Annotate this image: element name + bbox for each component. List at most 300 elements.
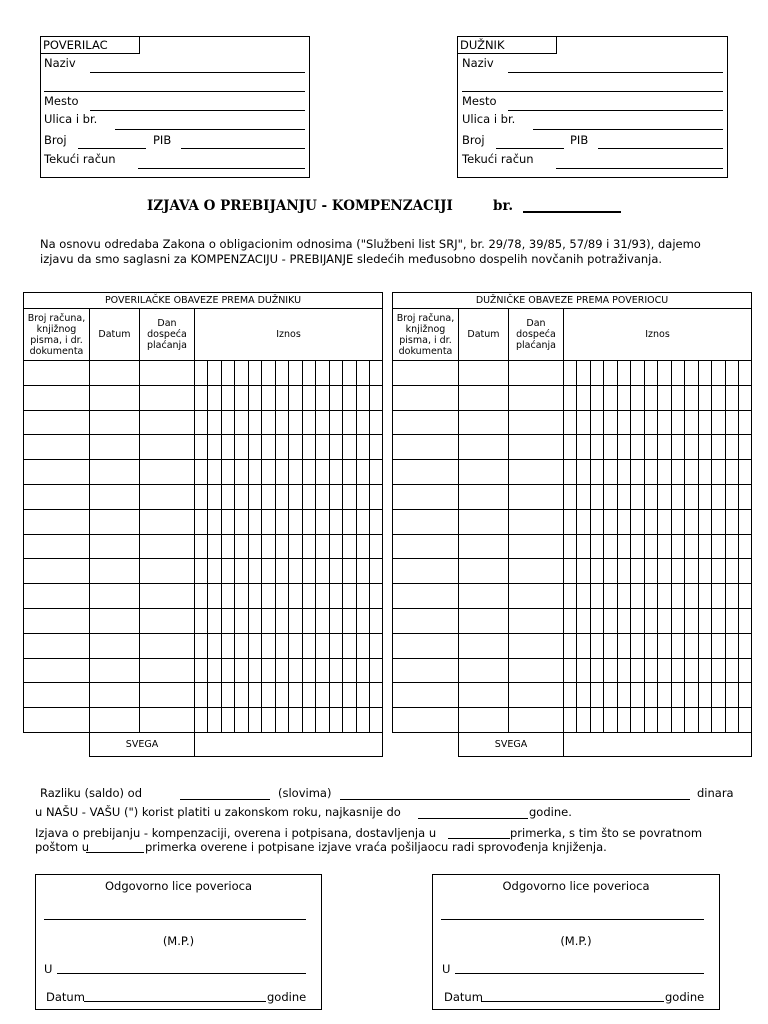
- amount-digit-cell[interactable]: [699, 633, 712, 658]
- amount-digit-cell[interactable]: [316, 559, 330, 584]
- amount-digit-cell[interactable]: [262, 683, 276, 708]
- creditor-broj-field[interactable]: [78, 148, 146, 149]
- doc-cell[interactable]: [393, 435, 459, 460]
- creditor-naziv-field[interactable]: [90, 72, 305, 73]
- amount-digit-cell[interactable]: [712, 608, 726, 633]
- amount-digit-cell[interactable]: [195, 460, 208, 485]
- amount-digit-cell[interactable]: [726, 584, 739, 609]
- amount-digit-cell[interactable]: [645, 683, 658, 708]
- amount-digit-cell[interactable]: [235, 584, 249, 609]
- amount-digit-cell[interactable]: [645, 410, 658, 435]
- amount-digit-cell[interactable]: [618, 509, 631, 534]
- amount-digit-cell[interactable]: [343, 559, 357, 584]
- amount-digit-cell[interactable]: [276, 460, 289, 485]
- doc-cell[interactable]: [393, 658, 459, 683]
- due-cell[interactable]: [509, 484, 564, 509]
- amount-digit-cell[interactable]: [726, 361, 739, 386]
- amount-digit-cell[interactable]: [195, 658, 208, 683]
- amount-digit-cell[interactable]: [739, 361, 752, 386]
- amount-digit-cell[interactable]: [685, 484, 699, 509]
- amount-digit-cell[interactable]: [577, 435, 591, 460]
- amount-digit-cell[interactable]: [370, 460, 383, 485]
- amount-digit-cell[interactable]: [591, 633, 604, 658]
- amount-digit-cell[interactable]: [631, 534, 645, 559]
- amount-digit-cell[interactable]: [604, 534, 618, 559]
- date-cell[interactable]: [90, 435, 140, 460]
- amount-digit-cell[interactable]: [289, 385, 303, 410]
- amount-digit-cell[interactable]: [222, 435, 235, 460]
- amount-digit-cell[interactable]: [249, 484, 262, 509]
- amount-digit-cell[interactable]: [370, 633, 383, 658]
- date-cell[interactable]: [90, 633, 140, 658]
- amount-digit-cell[interactable]: [343, 608, 357, 633]
- amount-digit-cell[interactable]: [699, 385, 712, 410]
- amount-digit-cell[interactable]: [604, 435, 618, 460]
- amount-digit-cell[interactable]: [343, 460, 357, 485]
- amount-digit-cell[interactable]: [726, 708, 739, 733]
- amount-digit-cell[interactable]: [303, 385, 316, 410]
- amount-digit-cell[interactable]: [249, 509, 262, 534]
- amount-digit-cell[interactable]: [658, 410, 672, 435]
- amount-digit-cell[interactable]: [645, 608, 658, 633]
- amount-digit-cell[interactable]: [726, 435, 739, 460]
- amount-digit-cell[interactable]: [564, 410, 577, 435]
- amount-digit-cell[interactable]: [591, 683, 604, 708]
- amount-digit-cell[interactable]: [739, 608, 752, 633]
- amount-digit-cell[interactable]: [330, 460, 343, 485]
- doc-cell[interactable]: [24, 708, 90, 733]
- amount-digit-cell[interactable]: [330, 534, 343, 559]
- amount-digit-cell[interactable]: [316, 534, 330, 559]
- amount-digit-cell[interactable]: [357, 484, 370, 509]
- amount-digit-cell[interactable]: [370, 435, 383, 460]
- debtor-pib-field[interactable]: [598, 148, 723, 149]
- amount-digit-cell[interactable]: [343, 584, 357, 609]
- due-cell[interactable]: [509, 509, 564, 534]
- amount-digit-cell[interactable]: [672, 361, 685, 386]
- amount-digit-cell[interactable]: [645, 559, 658, 584]
- amount-digit-cell[interactable]: [645, 658, 658, 683]
- doc-cell[interactable]: [393, 509, 459, 534]
- amount-digit-cell[interactable]: [564, 534, 577, 559]
- amount-digit-cell[interactable]: [289, 559, 303, 584]
- amount-digit-cell[interactable]: [726, 608, 739, 633]
- due-cell[interactable]: [140, 435, 195, 460]
- doc-cell[interactable]: [24, 385, 90, 410]
- due-cell[interactable]: [509, 534, 564, 559]
- amount-digit-cell[interactable]: [739, 658, 752, 683]
- amount-digit-cell[interactable]: [208, 435, 222, 460]
- amount-digit-cell[interactable]: [591, 608, 604, 633]
- amount-digit-cell[interactable]: [577, 509, 591, 534]
- doc-cell[interactable]: [24, 361, 90, 386]
- date-cell[interactable]: [459, 608, 509, 633]
- amount-digit-cell[interactable]: [208, 385, 222, 410]
- amount-digit-cell[interactable]: [631, 509, 645, 534]
- amount-digit-cell[interactable]: [343, 683, 357, 708]
- amount-digit-cell[interactable]: [289, 410, 303, 435]
- amount-digit-cell[interactable]: [685, 708, 699, 733]
- amount-digit-cell[interactable]: [343, 361, 357, 386]
- amount-digit-cell[interactable]: [316, 633, 330, 658]
- date-cell[interactable]: [90, 708, 140, 733]
- date-field[interactable]: [481, 1001, 664, 1002]
- amount-digit-cell[interactable]: [726, 410, 739, 435]
- amount-digit-cell[interactable]: [330, 484, 343, 509]
- amount-digit-cell[interactable]: [577, 559, 591, 584]
- amount-digit-cell[interactable]: [276, 509, 289, 534]
- amount-digit-cell[interactable]: [222, 658, 235, 683]
- date-cell[interactable]: [90, 385, 140, 410]
- amount-digit-cell[interactable]: [685, 385, 699, 410]
- rok-field[interactable]: [418, 818, 528, 819]
- amount-digit-cell[interactable]: [289, 683, 303, 708]
- amount-digit-cell[interactable]: [303, 509, 316, 534]
- amount-digit-cell[interactable]: [685, 460, 699, 485]
- amount-digit-cell[interactable]: [343, 410, 357, 435]
- amount-digit-cell[interactable]: [262, 460, 276, 485]
- amount-digit-cell[interactable]: [195, 534, 208, 559]
- debtor-racun-field[interactable]: [556, 168, 723, 169]
- doc-cell[interactable]: [393, 410, 459, 435]
- amount-digit-cell[interactable]: [195, 683, 208, 708]
- amount-digit-cell[interactable]: [726, 385, 739, 410]
- amount-digit-cell[interactable]: [357, 410, 370, 435]
- amount-digit-cell[interactable]: [316, 683, 330, 708]
- amount-digit-cell[interactable]: [289, 708, 303, 733]
- date-cell[interactable]: [459, 385, 509, 410]
- amount-digit-cell[interactable]: [316, 608, 330, 633]
- amount-digit-cell[interactable]: [658, 658, 672, 683]
- amount-digit-cell[interactable]: [564, 484, 577, 509]
- amount-digit-cell[interactable]: [235, 559, 249, 584]
- amount-digit-cell[interactable]: [672, 708, 685, 733]
- amount-digit-cell[interactable]: [262, 584, 276, 609]
- amount-digit-cell[interactable]: [303, 410, 316, 435]
- amount-digit-cell[interactable]: [699, 509, 712, 534]
- amount-digit-cell[interactable]: [604, 559, 618, 584]
- amount-digit-cell[interactable]: [564, 708, 577, 733]
- date-cell[interactable]: [459, 435, 509, 460]
- amount-digit-cell[interactable]: [631, 410, 645, 435]
- amount-digit-cell[interactable]: [645, 509, 658, 534]
- amount-digit-cell[interactable]: [645, 361, 658, 386]
- amount-digit-cell[interactable]: [658, 361, 672, 386]
- signature-line[interactable]: [441, 919, 704, 920]
- amount-digit-cell[interactable]: [303, 435, 316, 460]
- due-cell[interactable]: [509, 460, 564, 485]
- amount-digit-cell[interactable]: [739, 509, 752, 534]
- doc-cell[interactable]: [24, 410, 90, 435]
- date-cell[interactable]: [459, 460, 509, 485]
- amount-digit-cell[interactable]: [289, 633, 303, 658]
- amount-digit-cell[interactable]: [235, 484, 249, 509]
- doc-cell[interactable]: [393, 559, 459, 584]
- amount-digit-cell[interactable]: [685, 683, 699, 708]
- amount-digit-cell[interactable]: [658, 385, 672, 410]
- amount-digit-cell[interactable]: [195, 361, 208, 386]
- date-cell[interactable]: [90, 683, 140, 708]
- creditor-naziv-field-2[interactable]: [44, 91, 305, 92]
- amount-digit-cell[interactable]: [564, 509, 577, 534]
- due-cell[interactable]: [509, 658, 564, 683]
- amount-digit-cell[interactable]: [685, 410, 699, 435]
- debtor-mesto-field[interactable]: [508, 110, 723, 111]
- due-cell[interactable]: [140, 410, 195, 435]
- amount-digit-cell[interactable]: [357, 361, 370, 386]
- amount-digit-cell[interactable]: [303, 584, 316, 609]
- amount-digit-cell[interactable]: [316, 484, 330, 509]
- primerka-field-1[interactable]: [448, 838, 510, 839]
- amount-digit-cell[interactable]: [604, 385, 618, 410]
- amount-digit-cell[interactable]: [699, 410, 712, 435]
- amount-digit-cell[interactable]: [618, 633, 631, 658]
- amount-digit-cell[interactable]: [208, 584, 222, 609]
- amount-digit-cell[interactable]: [262, 559, 276, 584]
- amount-digit-cell[interactable]: [645, 385, 658, 410]
- amount-digit-cell[interactable]: [208, 559, 222, 584]
- amount-digit-cell[interactable]: [249, 608, 262, 633]
- doc-cell[interactable]: [393, 608, 459, 633]
- amount-digit-cell[interactable]: [208, 361, 222, 386]
- amount-digit-cell[interactable]: [357, 683, 370, 708]
- amount-digit-cell[interactable]: [195, 708, 208, 733]
- primerka-field-2[interactable]: [86, 852, 144, 853]
- amount-digit-cell[interactable]: [208, 608, 222, 633]
- amount-digit-cell[interactable]: [672, 435, 685, 460]
- amount-digit-cell[interactable]: [685, 435, 699, 460]
- amount-digit-cell[interactable]: [618, 608, 631, 633]
- document-number-field[interactable]: [523, 211, 621, 213]
- amount-digit-cell[interactable]: [672, 584, 685, 609]
- amount-digit-cell[interactable]: [604, 410, 618, 435]
- amount-digit-cell[interactable]: [357, 534, 370, 559]
- amount-digit-cell[interactable]: [739, 385, 752, 410]
- amount-digit-cell[interactable]: [316, 584, 330, 609]
- due-cell[interactable]: [140, 584, 195, 609]
- amount-digit-cell[interactable]: [726, 460, 739, 485]
- amount-digit-cell[interactable]: [289, 534, 303, 559]
- amount-digit-cell[interactable]: [618, 658, 631, 683]
- amount-digit-cell[interactable]: [208, 708, 222, 733]
- date-cell[interactable]: [459, 683, 509, 708]
- amount-digit-cell[interactable]: [685, 608, 699, 633]
- amount-digit-cell[interactable]: [699, 559, 712, 584]
- amount-digit-cell[interactable]: [330, 633, 343, 658]
- due-cell[interactable]: [509, 708, 564, 733]
- amount-digit-cell[interactable]: [303, 361, 316, 386]
- amount-digit-cell[interactable]: [330, 683, 343, 708]
- amount-digit-cell[interactable]: [604, 460, 618, 485]
- amount-digit-cell[interactable]: [195, 385, 208, 410]
- amount-digit-cell[interactable]: [712, 683, 726, 708]
- doc-cell[interactable]: [24, 460, 90, 485]
- amount-digit-cell[interactable]: [604, 361, 618, 386]
- due-cell[interactable]: [509, 683, 564, 708]
- amount-digit-cell[interactable]: [289, 435, 303, 460]
- amount-digit-cell[interactable]: [208, 683, 222, 708]
- amount-digit-cell[interactable]: [357, 658, 370, 683]
- amount-digit-cell[interactable]: [235, 410, 249, 435]
- amount-digit-cell[interactable]: [739, 460, 752, 485]
- doc-cell[interactable]: [393, 460, 459, 485]
- amount-digit-cell[interactable]: [370, 708, 383, 733]
- amount-digit-cell[interactable]: [370, 683, 383, 708]
- amount-digit-cell[interactable]: [712, 708, 726, 733]
- due-cell[interactable]: [509, 608, 564, 633]
- amount-digit-cell[interactable]: [249, 633, 262, 658]
- amount-digit-cell[interactable]: [357, 584, 370, 609]
- amount-digit-cell[interactable]: [699, 484, 712, 509]
- amount-digit-cell[interactable]: [303, 484, 316, 509]
- amount-digit-cell[interactable]: [631, 460, 645, 485]
- date-cell[interactable]: [459, 559, 509, 584]
- amount-digit-cell[interactable]: [712, 658, 726, 683]
- amount-digit-cell[interactable]: [685, 658, 699, 683]
- debtor-ulica-field[interactable]: [533, 129, 723, 130]
- amount-digit-cell[interactable]: [658, 683, 672, 708]
- amount-digit-cell[interactable]: [631, 584, 645, 609]
- amount-digit-cell[interactable]: [618, 559, 631, 584]
- amount-digit-cell[interactable]: [564, 633, 577, 658]
- amount-digit-cell[interactable]: [303, 559, 316, 584]
- due-cell[interactable]: [140, 484, 195, 509]
- date-cell[interactable]: [459, 361, 509, 386]
- amount-digit-cell[interactable]: [577, 683, 591, 708]
- amount-digit-cell[interactable]: [303, 460, 316, 485]
- amount-digit-cell[interactable]: [235, 361, 249, 386]
- amount-digit-cell[interactable]: [370, 361, 383, 386]
- amount-digit-cell[interactable]: [658, 484, 672, 509]
- amount-digit-cell[interactable]: [235, 708, 249, 733]
- doc-cell[interactable]: [24, 683, 90, 708]
- due-cell[interactable]: [140, 559, 195, 584]
- amount-digit-cell[interactable]: [604, 708, 618, 733]
- amount-digit-cell[interactable]: [343, 708, 357, 733]
- due-cell[interactable]: [140, 683, 195, 708]
- amount-digit-cell[interactable]: [316, 410, 330, 435]
- amount-digit-cell[interactable]: [631, 658, 645, 683]
- amount-digit-cell[interactable]: [370, 559, 383, 584]
- amount-digit-cell[interactable]: [604, 509, 618, 534]
- date-cell[interactable]: [90, 658, 140, 683]
- amount-digit-cell[interactable]: [658, 608, 672, 633]
- amount-digit-cell[interactable]: [726, 534, 739, 559]
- amount-digit-cell[interactable]: [631, 608, 645, 633]
- amount-digit-cell[interactable]: [249, 435, 262, 460]
- amount-digit-cell[interactable]: [712, 385, 726, 410]
- amount-digit-cell[interactable]: [685, 509, 699, 534]
- amount-digit-cell[interactable]: [276, 410, 289, 435]
- amount-digit-cell[interactable]: [276, 708, 289, 733]
- amount-digit-cell[interactable]: [564, 460, 577, 485]
- amount-digit-cell[interactable]: [357, 435, 370, 460]
- amount-digit-cell[interactable]: [330, 509, 343, 534]
- amount-digit-cell[interactable]: [235, 608, 249, 633]
- due-cell[interactable]: [509, 410, 564, 435]
- amount-digit-cell[interactable]: [726, 484, 739, 509]
- amount-digit-cell[interactable]: [208, 658, 222, 683]
- amount-digit-cell[interactable]: [699, 534, 712, 559]
- amount-digit-cell[interactable]: [276, 385, 289, 410]
- amount-digit-cell[interactable]: [591, 410, 604, 435]
- amount-digit-cell[interactable]: [262, 658, 276, 683]
- amount-digit-cell[interactable]: [739, 534, 752, 559]
- amount-digit-cell[interactable]: [591, 584, 604, 609]
- amount-digit-cell[interactable]: [316, 361, 330, 386]
- amount-digit-cell[interactable]: [276, 484, 289, 509]
- amount-digit-cell[interactable]: [195, 584, 208, 609]
- amount-digit-cell[interactable]: [685, 584, 699, 609]
- amount-digit-cell[interactable]: [249, 658, 262, 683]
- doc-cell[interactable]: [24, 509, 90, 534]
- signature-line[interactable]: [44, 919, 306, 920]
- date-cell[interactable]: [90, 484, 140, 509]
- amount-digit-cell[interactable]: [262, 534, 276, 559]
- amount-digit-cell[interactable]: [658, 584, 672, 609]
- amount-digit-cell[interactable]: [712, 584, 726, 609]
- date-cell[interactable]: [90, 509, 140, 534]
- amount-digit-cell[interactable]: [370, 608, 383, 633]
- amount-digit-cell[interactable]: [577, 633, 591, 658]
- amount-digit-cell[interactable]: [645, 534, 658, 559]
- date-cell[interactable]: [459, 658, 509, 683]
- amount-digit-cell[interactable]: [672, 385, 685, 410]
- amount-digit-cell[interactable]: [645, 460, 658, 485]
- amount-digit-cell[interactable]: [739, 633, 752, 658]
- amount-digit-cell[interactable]: [712, 633, 726, 658]
- amount-digit-cell[interactable]: [577, 534, 591, 559]
- amount-digit-cell[interactable]: [726, 509, 739, 534]
- amount-digit-cell[interactable]: [577, 584, 591, 609]
- amount-digit-cell[interactable]: [591, 509, 604, 534]
- due-cell[interactable]: [140, 534, 195, 559]
- amount-digit-cell[interactable]: [658, 708, 672, 733]
- total-amount-cell[interactable]: [564, 732, 752, 756]
- date-cell[interactable]: [90, 460, 140, 485]
- amount-digit-cell[interactable]: [276, 683, 289, 708]
- amount-digit-cell[interactable]: [262, 385, 276, 410]
- date-cell[interactable]: [459, 708, 509, 733]
- doc-cell[interactable]: [24, 559, 90, 584]
- amount-digit-cell[interactable]: [577, 361, 591, 386]
- amount-digit-cell[interactable]: [303, 633, 316, 658]
- amount-digit-cell[interactable]: [591, 658, 604, 683]
- amount-digit-cell[interactable]: [289, 460, 303, 485]
- amount-digit-cell[interactable]: [222, 584, 235, 609]
- amount-digit-cell[interactable]: [289, 361, 303, 386]
- amount-digit-cell[interactable]: [343, 385, 357, 410]
- amount-digit-cell[interactable]: [249, 559, 262, 584]
- amount-digit-cell[interactable]: [249, 683, 262, 708]
- amount-digit-cell[interactable]: [208, 633, 222, 658]
- amount-digit-cell[interactable]: [222, 534, 235, 559]
- amount-digit-cell[interactable]: [195, 484, 208, 509]
- amount-digit-cell[interactable]: [631, 708, 645, 733]
- amount-digit-cell[interactable]: [591, 385, 604, 410]
- amount-digit-cell[interactable]: [631, 435, 645, 460]
- amount-digit-cell[interactable]: [712, 534, 726, 559]
- date-cell[interactable]: [90, 534, 140, 559]
- amount-digit-cell[interactable]: [699, 608, 712, 633]
- amount-digit-cell[interactable]: [330, 410, 343, 435]
- amount-digit-cell[interactable]: [235, 435, 249, 460]
- amount-digit-cell[interactable]: [658, 559, 672, 584]
- amount-digit-cell[interactable]: [303, 608, 316, 633]
- amount-digit-cell[interactable]: [604, 658, 618, 683]
- amount-digit-cell[interactable]: [672, 534, 685, 559]
- amount-digit-cell[interactable]: [316, 460, 330, 485]
